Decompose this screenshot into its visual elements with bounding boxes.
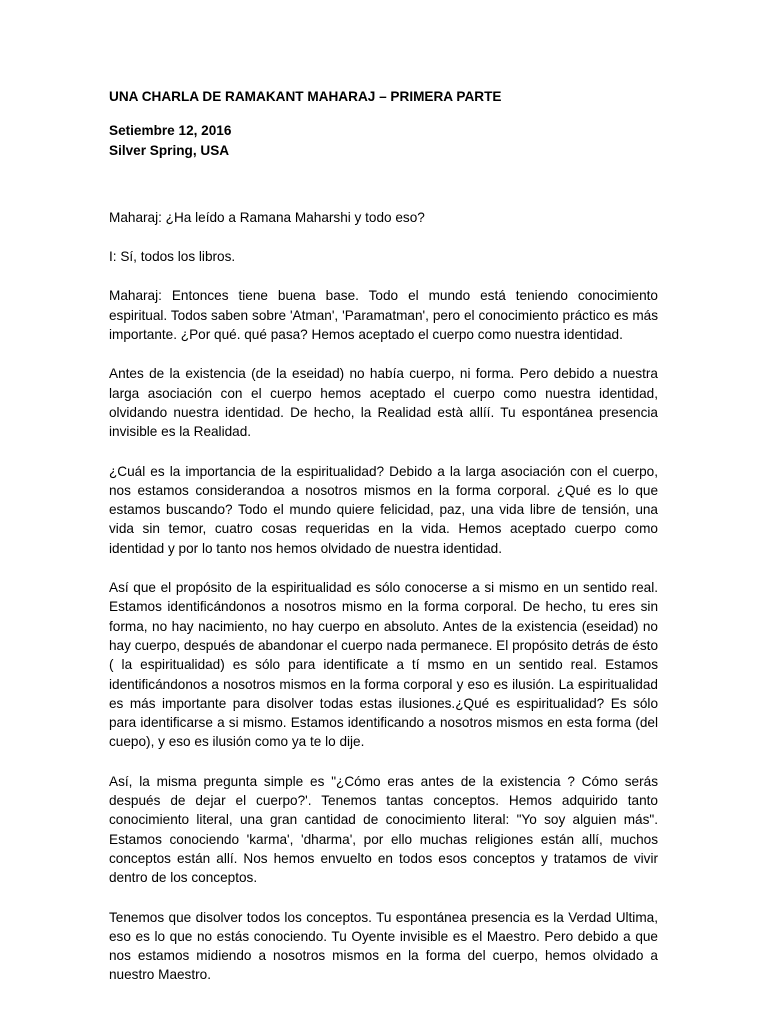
paragraph: Antes de la existencia (de la eseidad) no había cuerpo, ni forma. Pero debido a nuestra larga asociación con el cuerpo hemos aceptado el cuerpo como nuestra identidad, olvidando nuestra identidad. De hecho, la Realidad està allíí. Tu espontánea presencia invisible es la Realidad.	[109, 366, 658, 440]
document-title: UNA CHARLA DE RAMAKANT MAHARAJ – PRIMERA PARTE	[109, 89, 502, 104]
paragraph-question: Maharaj: ¿Ha leído a Ramana Maharshi y todo eso?	[109, 209, 425, 225]
document-location: Silver Spring, USA	[109, 142, 230, 158]
paragraph: ¿Cuál es la importancia de la espiritualidad? Debido a la larga asociación con el cuerpo, nos estamos considerandoa a nosotros mismos en la forma corporal. ¿Qué es lo que estamos buscando? Todo el mundo quiere felicidad, paz, una vida libre de tensión, una vida sin temor, cuatro cosas requeridas en la vida. Hemos aceptado cuerpo como identidad y por lo tanto nos hemos olvidado de nuestra identidad.	[109, 463, 658, 556]
paragraph-answer: I: Sí, todos los libros.	[109, 249, 236, 265]
paragraph: Tenemos que disolver todos los conceptos. Tu espontánea presencia es la Verdad Ultima, eso es lo que no estás conociendo. Tu Oyente invisible es el Maestro. Pero debido a que nos estamos midiendo a nosotros mismos en la forma del cuerpo, hemos olvidado a nuestro Maestro.	[109, 909, 658, 983]
paragraph: Así que el propósito de la espiritualidad es sólo conocerse a si mismo en un sentido real. Estamos identificándonos a nosotros mismo en la forma corporal. De hecho, tu eres sin forma, no hay nacimiento, no hay cuerpo en absoluto. Antes de la existencia (eseidad) no hay cuerpo, después de abandonar el cuerpo nada permanece. El propósito detrás de ésto ( la espiritualidad) es sólo para identificate a tí msmo en un sentido real. Estamos identificándonos a nosotros mismos en la forma corporal y eso es ilusión. La espiritualidad es más importante para disolver todas estas ilusiones.¿Qué es espiritualidad? Es sólo para identificarse a si mismo. Estamos identificando a nosotros mismos en esta forma (del cuepo), y eso es ilusión como ya te lo dije.	[109, 580, 658, 750]
paragraph: Maharaj: Entonces tiene buena base. Todo el mundo está teniendo conocimiento espiritual. Todos saben sobre 'Atman', 'Paramatman', pero el conocimiento práctico es más importante. ¿Por qué. qué pasa? Hemos aceptado el cuerpo como nuestra identidad.	[109, 288, 658, 343]
dateline-block	[109, 121, 658, 160]
paragraph: Así, la misma pregunta simple es "¿Cómo eras antes de la existencia ? Cómo serás después de dejar el cuerpo?'. Tenemos tantas conceptos. Hemos adquirido tanto conocimiento literal, una gran cantidad de conocimiento literal: "Yo soy alguien más". Estamos conociendo 'karma', 'dharma', por ello muchas religiones están allí, muchos conceptos están allí. Nos hemos envuelto en todos esos conceptos y tratamos de vivir dentro de los conceptos.	[109, 773, 658, 886]
document-body	[109, 87, 658, 1005]
document-date: Setiembre 12, 2016	[109, 123, 232, 139]
